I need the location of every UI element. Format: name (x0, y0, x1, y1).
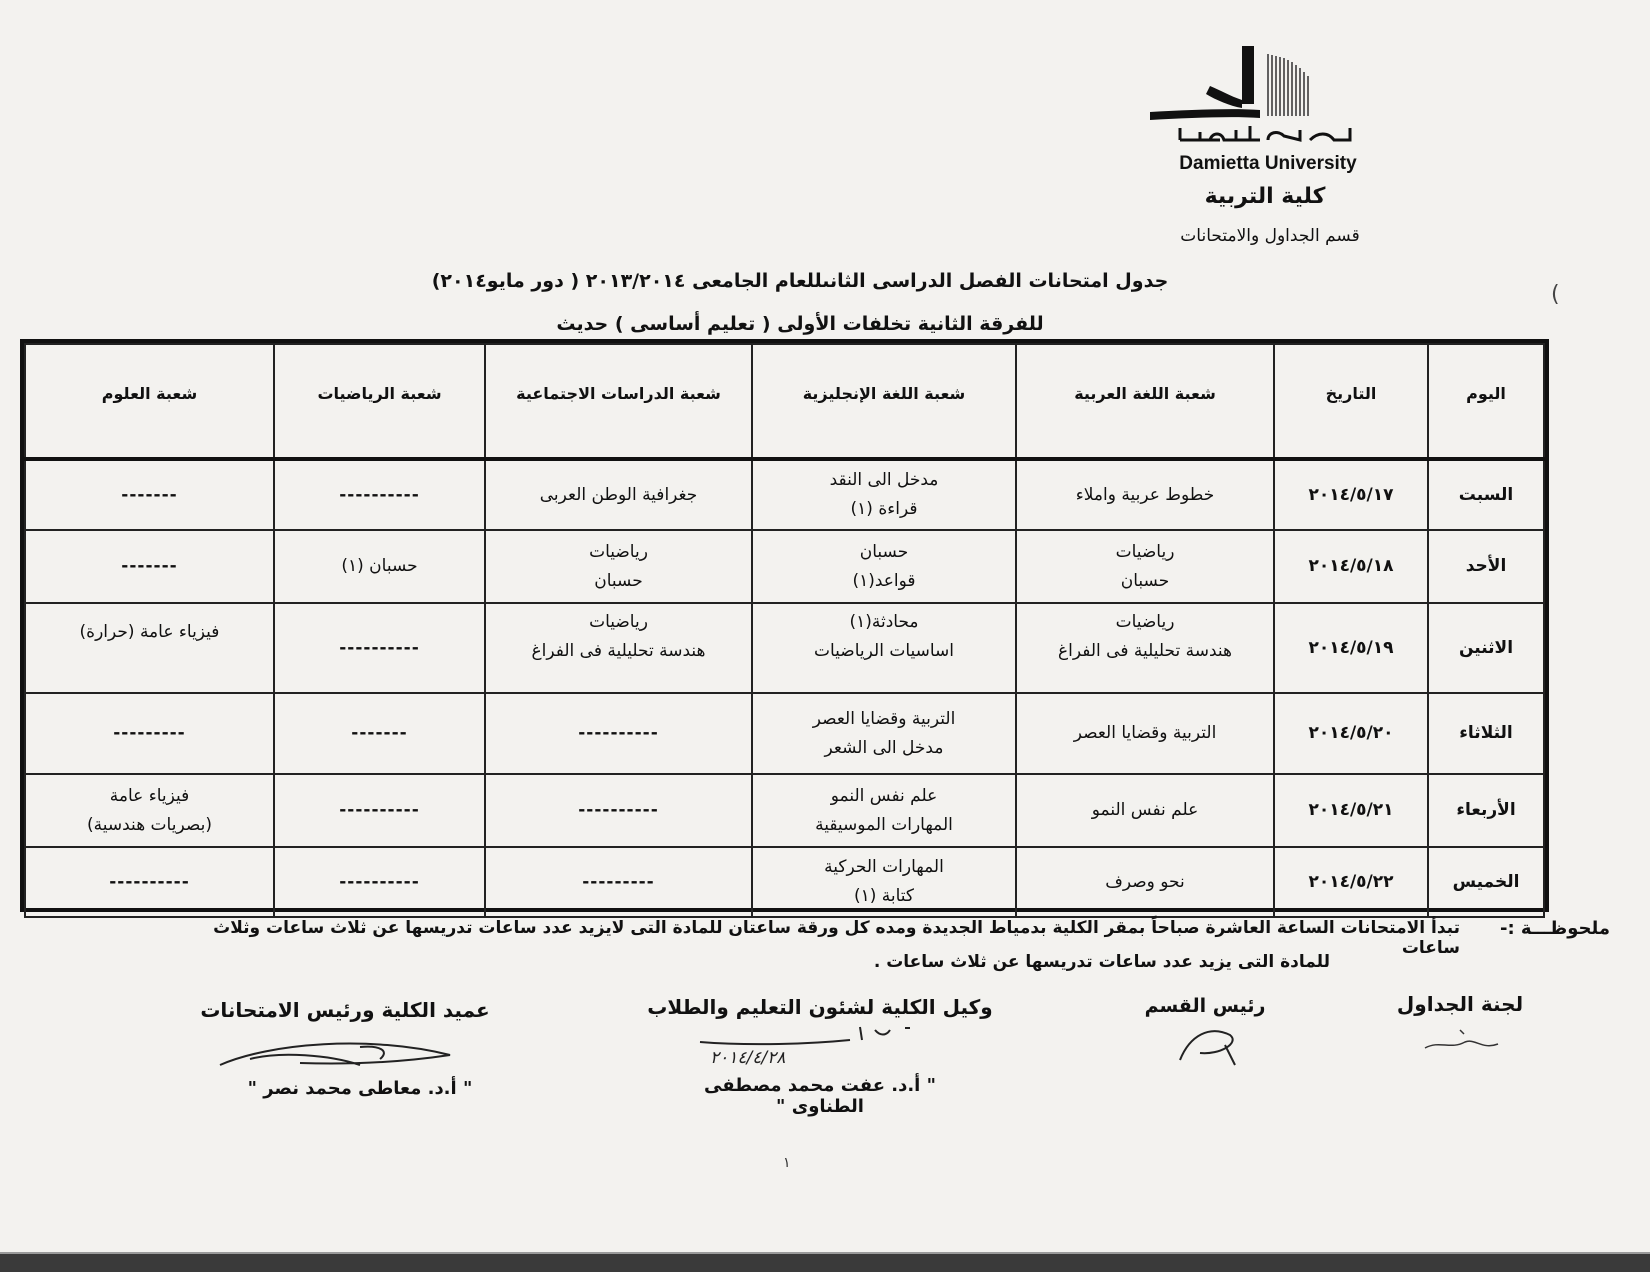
cell-line: رياضيات (589, 541, 648, 562)
table-row (25, 693, 1544, 774)
science-cell (25, 459, 274, 530)
note-label: ملحوظـــة :- (1499, 918, 1610, 939)
dean-signature-title: عميد الكلية ورئيس الامتحانات (200, 998, 490, 1022)
header-day: اليوم (1428, 344, 1544, 459)
page-number: ١ (783, 1155, 791, 1171)
math-cell (274, 847, 485, 917)
department-name: قسم الجداول والامتحانات (1180, 226, 1360, 246)
math-cell (274, 459, 485, 530)
social-cell (485, 603, 752, 693)
english-cell (752, 459, 1016, 530)
dept-head-signature-title: رئيس القسم (1144, 995, 1266, 1017)
cell-line: المهارات الموسيقية (815, 814, 953, 835)
cell-line: مدخل الى النقد (829, 470, 939, 490)
date-cell: ٢٠١٤/٥/٢١ (1274, 774, 1428, 847)
schedule-subtitle: للفرقة الثانية تخلفات الأولى ( تعليم أساسى ) حديث (556, 313, 1044, 335)
science-cell (25, 847, 274, 917)
cell-line: حسبان (١) (341, 556, 418, 576)
day-cell: الأربعاء (1428, 774, 1544, 847)
day-cell: الاثنين (1428, 603, 1544, 693)
table-row (25, 847, 1544, 917)
cell-line: محادثة(١) (849, 612, 919, 632)
table-row (25, 530, 1544, 603)
science-cell (25, 603, 274, 693)
cell-line: ---------- (339, 800, 420, 820)
note-text-line2: للمادة التى يزيد عدد ساعات تدريسها عن ثلاث ساعات . (873, 952, 1330, 972)
header-math: شعبة الرياضيات (274, 344, 485, 459)
english-cell (752, 603, 1016, 693)
english-cell (752, 530, 1016, 603)
cell-line: ------- (121, 556, 178, 576)
cell-line: خطوط عربية واملاء (1075, 484, 1215, 505)
english-cell (752, 774, 1016, 847)
science-cell (25, 774, 274, 847)
scanner-border (0, 1254, 1650, 1272)
social-cell (485, 459, 752, 530)
day-cell: الثلاثاء (1428, 693, 1544, 774)
vice-dean-name: " أ.د. عفت محمد مصطفى الطناوى " (704, 1075, 936, 1117)
cell-line: علم نفس النمو (830, 785, 938, 806)
header-arabic: شعبة اللغة العربية (1016, 344, 1274, 459)
cell-line: --------- (582, 871, 655, 892)
faculty-name: كلية التربية (1204, 184, 1326, 209)
english-cell (752, 693, 1016, 774)
cell-line: (بصريات هندسية) (87, 814, 212, 835)
note-text-line1: تبدأ الامتحانات الساعة العاشرة صباحاً بمقر الكلية بدمياط الجديدة ومده كل ورقة ساعتان للمادة التى لايزيد عدد ساعات تدريسها عن ثلاث ساعات وثلاث ساعات (213, 918, 1460, 958)
social-cell (485, 774, 752, 847)
cell-line: مدخل الى الشعر (824, 737, 944, 758)
cell-line: قراءة (١) (850, 499, 918, 519)
dept-head-handwritten-signature (1170, 1015, 1250, 1070)
date-cell: ٢٠١٤/٥/١٩ (1274, 603, 1428, 693)
math-cell (274, 603, 485, 693)
vice-dean-handwritten-signature (690, 1022, 970, 1052)
cell-line: اساسيات الرياضيات (813, 641, 955, 661)
cell-line: فيزياء عامة (حرارة) (79, 622, 220, 642)
cell-line: علم نفس النمو (1091, 800, 1199, 820)
cell-line: ---------- (339, 871, 420, 892)
university-name-en: Damietta University (1179, 153, 1357, 174)
cell-line: المهارات الحركية (824, 857, 944, 877)
committee-signature-title: لجنة الجداول (1396, 992, 1524, 1016)
cell-line: هندسة تحليلية فى الفراغ (531, 641, 706, 661)
cell-line: ---------- (578, 800, 659, 820)
cell-line: ---------- (339, 637, 420, 658)
social-cell (485, 847, 752, 917)
arabic-cell (1016, 603, 1274, 693)
math-cell (274, 530, 485, 603)
header-social: شعبة الدراسات الاجتماعية (485, 344, 752, 459)
cell-line: حسبان (859, 541, 909, 562)
day-cell: السبت (1428, 459, 1544, 530)
cell-line: ---------- (109, 871, 190, 892)
date-cell: ٢٠١٤/٥/١٨ (1274, 530, 1428, 603)
exam-schedule-table (20, 339, 1549, 912)
cell-line: حسبان (1120, 570, 1170, 591)
signature-date: ٢٠١٤/٤/٢٨ (710, 1048, 786, 1068)
cell-line: نحو وصرف (1105, 871, 1185, 892)
social-cell (485, 530, 752, 603)
cell-line: التربية وقضايا العصر (812, 708, 956, 729)
arabic-cell (1016, 774, 1274, 847)
cell-line: فيزياء عامة (109, 785, 190, 806)
header-date: التاريخ (1274, 344, 1428, 459)
arabic-cell (1016, 530, 1274, 603)
stray-mark: ( (1551, 282, 1560, 307)
cell-line: --------- (113, 723, 186, 743)
dean-name: " أ.د. معاطى محمد نصر " (247, 1078, 473, 1099)
cell-line: ---------- (578, 723, 659, 743)
science-cell (25, 530, 274, 603)
cell-line: حسبان (594, 570, 643, 591)
table-row (25, 774, 1544, 847)
schedule-title: جدول امتحانات الفصل الدراسى الثانىللعام الجامعى ٢٠١٣/٢٠١٤ ( دور مايو٢٠١٤) (431, 270, 1169, 292)
social-cell (485, 693, 752, 774)
cell-line: هندسة تحليلية فى الفراغ (1058, 641, 1232, 661)
day-cell: الخميس (1428, 847, 1544, 917)
arabic-cell (1016, 847, 1274, 917)
cell-line: كتابة (١) (853, 886, 915, 906)
cell-line: ------- (351, 723, 408, 743)
cell-line: قواعد(١) (852, 570, 916, 591)
date-cell: ٢٠١٤/٥/١٧ (1274, 459, 1428, 530)
header-science: شعبة العلوم (25, 344, 274, 459)
science-cell (25, 693, 274, 774)
cell-line: رياضيات (589, 612, 648, 632)
table-row (25, 603, 1544, 693)
cell-line: ------- (121, 484, 178, 505)
cell-line: رياضيات (1115, 541, 1175, 562)
cell-line: رياضيات (1115, 612, 1175, 632)
vice-dean-signature-title: وكيل الكلية لشئون التعليم والطلاب (647, 995, 993, 1019)
cell-line: التربية وقضايا العصر (1073, 723, 1217, 743)
date-cell: ٢٠١٤/٥/٢٢ (1274, 847, 1428, 917)
english-cell (752, 847, 1016, 917)
header-english: شعبة اللغة الإنجليزية (752, 344, 1016, 459)
math-cell (274, 774, 485, 847)
committee-handwritten-signature (1420, 1020, 1510, 1060)
arabic-cell (1016, 693, 1274, 774)
table-row (25, 459, 1544, 530)
day-cell: الأحد (1428, 530, 1544, 603)
cell-line: جغرافية الوطن العربى (539, 484, 698, 505)
dean-handwritten-signature (210, 1025, 490, 1080)
table-header-row (25, 344, 1544, 459)
cell-line: ---------- (339, 484, 420, 505)
date-cell: ٢٠١٤/٥/٢٠ (1274, 693, 1428, 774)
arabic-cell (1016, 459, 1274, 530)
math-cell (274, 693, 485, 774)
